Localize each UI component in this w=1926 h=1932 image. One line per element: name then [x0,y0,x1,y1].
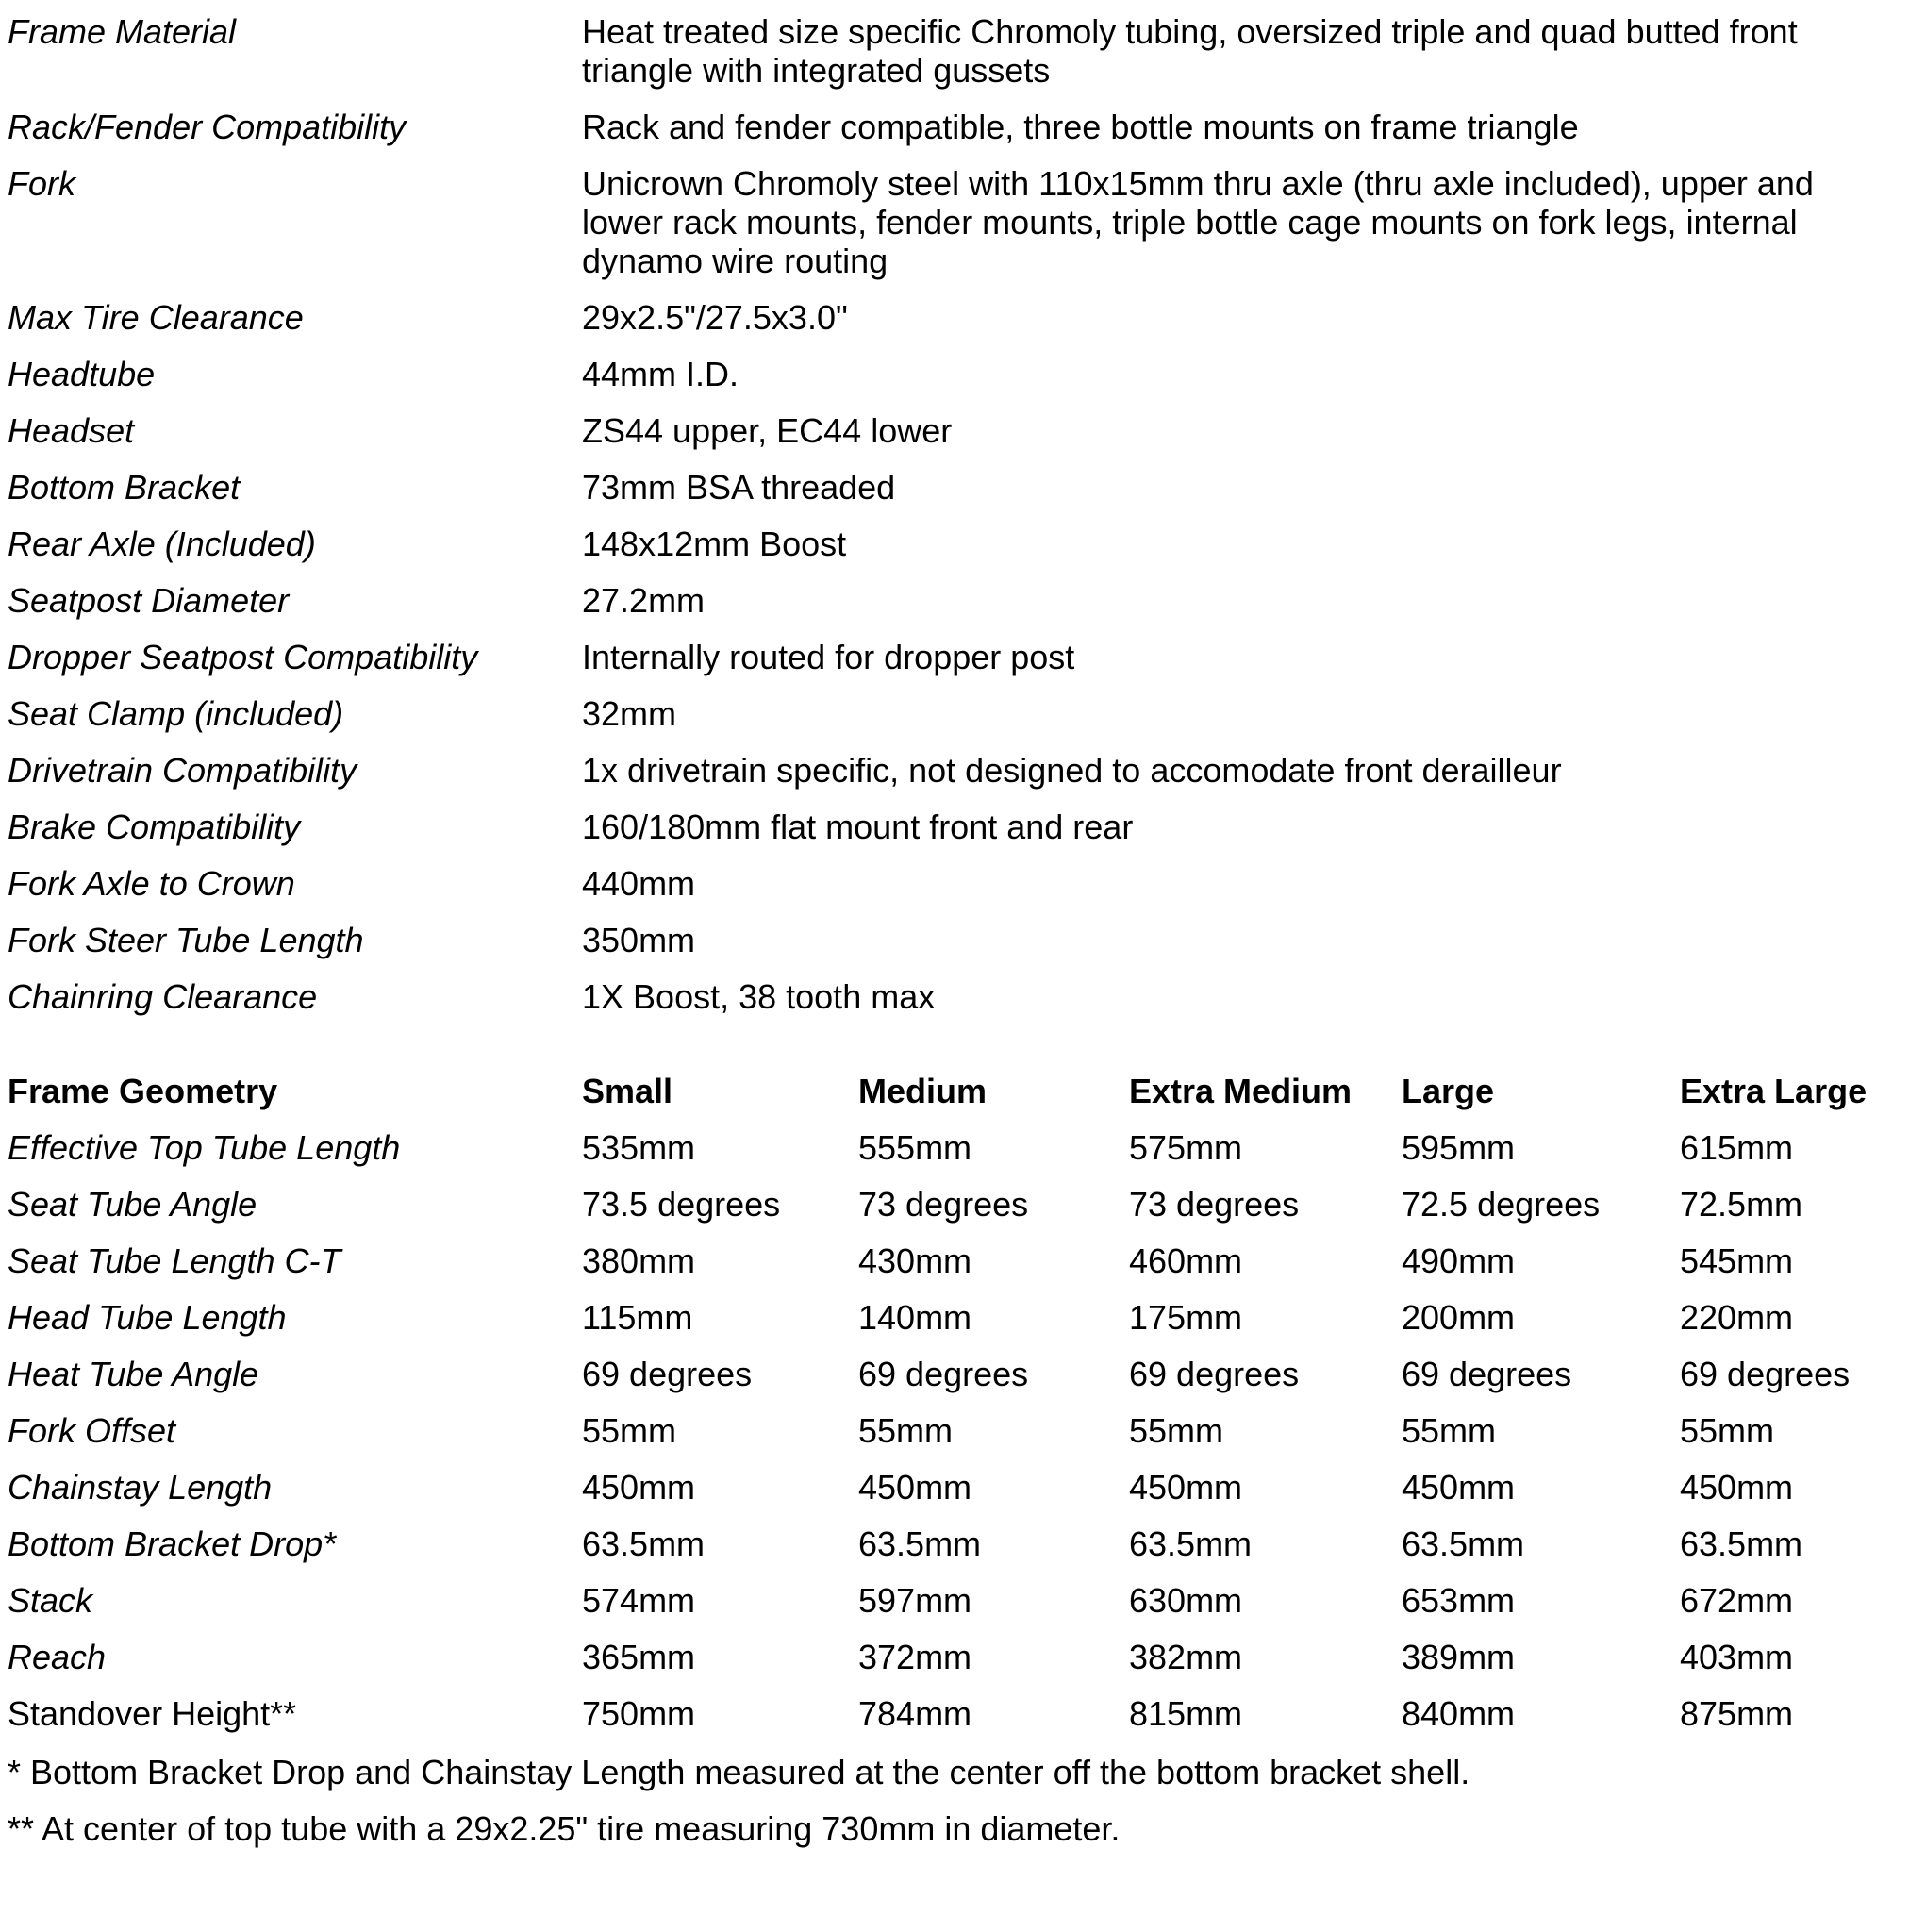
geometry-value: 55mm [1680,1411,1775,1450]
spec-row-seatpost-diameter [8,581,1874,620]
geometry-row-effective-top-tube [8,1128,1874,1167]
geometry-value: 382mm [1129,1638,1243,1676]
spec-row-max-tire-clearance [8,298,1874,337]
geometry-value: 653mm [1402,1581,1516,1620]
geometry-value: 430mm [858,1241,972,1280]
geometry-row-head-tube-angle [8,1355,1874,1393]
spec-label: Fork Axle to Crown [8,864,295,903]
geometry-value: 535mm [582,1128,696,1167]
geometry-value: 220mm [1680,1298,1794,1337]
column-header-extra-medium: Extra Medium [1129,1072,1353,1110]
geometry-value: 55mm [858,1411,954,1450]
geometry-value: 372mm [858,1638,972,1676]
geometry-value: 490mm [1402,1241,1516,1280]
geometry-value: 595mm [1402,1128,1516,1167]
spec-value: 32mm [582,694,677,733]
spec-value: 440mm [582,864,696,903]
geometry-row-standover-height [8,1694,1874,1733]
spec-row-fork [8,164,1874,280]
spec-label: Dropper Seatpost Compatibility [8,638,478,676]
geometry-value: 597mm [858,1581,972,1620]
spec-row-fork-steer-tube [8,921,1874,959]
spec-label: Brake Compatibility [8,808,301,846]
geometry-value: 750mm [582,1694,696,1733]
geometry-value: 574mm [582,1581,696,1620]
geometry-row-seat-tube-angle [8,1185,1874,1224]
spec-label: Rear Axle (Included) [8,525,316,563]
geometry-value: 69 degrees [1129,1355,1300,1393]
geometry-row-label: Heat Tube Angle [8,1355,259,1393]
spec-row-headtube [8,355,1874,393]
geometry-value: 72.5 degrees [1402,1185,1601,1224]
geometry-value: 875mm [1680,1694,1794,1733]
spec-label: Chainring Clearance [8,977,318,1016]
geometry-row-label: Stack [8,1581,93,1620]
spec-value: 1X Boost, 38 tooth max [582,977,936,1016]
spec-label: Frame Material [8,12,237,51]
spec-value: Rack and fender compatible, three bottle mounts on frame triangle [582,108,1579,146]
geometry-row-label: Seat Tube Length C-T [8,1241,341,1280]
geometry-value: 403mm [1680,1638,1794,1676]
spec-row-rear-axle [8,525,1874,563]
column-header-large: Large [1402,1072,1495,1110]
spec-row-brake-compatibility [8,808,1874,846]
column-header-small: Small [582,1072,673,1110]
geometry-value: 69 degrees [1680,1355,1851,1393]
spec-row-chainring-clearance [8,977,1874,1016]
geometry-value: 140mm [858,1298,972,1337]
geometry-value: 450mm [1402,1468,1516,1507]
geometry-row-seat-tube-length [8,1241,1874,1280]
geometry-value: 63.5mm [1402,1524,1525,1563]
geometry-value: 450mm [1129,1468,1243,1507]
spec-row-bottom-bracket [8,468,1874,507]
footnote-standover: ** At center of top tube with a 29x2.25" tire measuring 730mm in diameter. [8,1809,1121,1848]
geometry-value: 815mm [1129,1694,1243,1733]
geometry-value: 73.5 degrees [582,1185,781,1224]
geometry-row-label: Fork Offset [8,1411,176,1450]
spec-row-rack-fender [8,108,1874,146]
geometry-row-stack [8,1581,1874,1620]
spec-label: Drivetrain Compatibility [8,751,357,790]
footnote-bottom-bracket: * Bottom Bracket Drop and Chainstay Length measured at the center off the bottom bracket shell. [8,1753,1470,1791]
spec-label: Fork [8,164,75,203]
footnotes [8,1753,1874,1848]
geometry-row-reach [8,1638,1874,1676]
geometry-value: 630mm [1129,1581,1243,1620]
geometry-row-label: Head Tube Length [8,1298,287,1337]
column-header-medium: Medium [858,1072,988,1110]
geometry-value: 72.5mm [1680,1185,1803,1224]
spec-label: Seat Clamp (included) [8,694,344,733]
geometry-value: 575mm [1129,1128,1243,1167]
geometry-value: 69 degrees [582,1355,753,1393]
geometry-value: 55mm [582,1411,677,1450]
geometry-value: 73 degrees [1129,1185,1300,1224]
geometry-value: 55mm [1402,1411,1497,1450]
spec-value: Unicrown Chromoly steel with 110x15mm thru axle (thru axle included), upper and lower rack mounts, fender mounts, triple bottle cage mounts on fork legs, internal dynamo wire routing [582,164,1814,280]
spec-label: Headtube [8,355,156,393]
geometry-row-label: Bottom Bracket Drop* [8,1524,337,1563]
geometry-value: 460mm [1129,1241,1243,1280]
geometry-value: 115mm [582,1298,693,1337]
spec-value: 148x12mm Boost [582,525,847,563]
spec-row-headset [8,411,1874,450]
spec-row-fork-axle-to-crown [8,864,1874,903]
geometry-value: 450mm [858,1468,972,1507]
geometry-value: 200mm [1402,1298,1516,1337]
geometry-value: 63.5mm [858,1524,982,1563]
geometry-row-head-tube-length [8,1298,1874,1337]
spec-row-seat-clamp [8,694,1874,733]
geometry-value: 63.5mm [1129,1524,1253,1563]
spec-value: ZS44 upper, EC44 lower [582,411,953,450]
geometry-value: 389mm [1402,1638,1516,1676]
spec-value: 350mm [582,921,696,959]
column-header-extra-large: Extra Large [1680,1072,1868,1110]
geometry-value: 450mm [1680,1468,1794,1507]
spec-list [8,12,1874,1016]
geometry-value: 545mm [1680,1241,1794,1280]
spec-row-drivetrain-compatibility [8,751,1874,790]
spec-label: Seatpost Diameter [8,581,290,620]
spec-value: 1x drivetrain specific, not designed to accomodate front derailleur [582,751,1562,790]
geometry-value: 380mm [582,1241,696,1280]
spec-value: 27.2mm [582,581,706,620]
geometry-row-label: Reach [8,1638,107,1676]
geometry-value: 69 degrees [1402,1355,1572,1393]
geometry-value: 450mm [582,1468,696,1507]
geometry-value: 365mm [582,1638,696,1676]
geometry-row-label: Chainstay Length [8,1468,273,1507]
spec-row-frame-material [8,12,1874,90]
spec-label: Rack/Fender Compatibility [8,108,407,146]
spec-value: Heat treated size specific Chromoly tubing, oversized triple and quad butted front triangle with integrated gussets [582,12,1798,90]
spec-label: Fork Steer Tube Length [8,921,364,959]
geometry-value: 615mm [1680,1128,1794,1167]
geometry-row-fork-offset [8,1411,1874,1450]
geometry-row-label: Standover Height** [8,1694,297,1733]
geometry-value: 63.5mm [1680,1524,1803,1563]
spec-value: 73mm BSA threaded [582,468,896,507]
geometry-header-row [8,1072,1874,1110]
geometry-row-label: Effective Top Tube Length [8,1128,401,1167]
geometry-value: 69 degrees [858,1355,1029,1393]
geometry-value: 73 degrees [858,1185,1029,1224]
spec-value: Internally routed for dropper post [582,638,1075,676]
geometry-row-label: Seat Tube Angle [8,1185,257,1224]
geometry-value: 55mm [1129,1411,1224,1450]
frame-geometry-table [8,1072,1874,1733]
geometry-value: 63.5mm [582,1524,706,1563]
geometry-value: 784mm [858,1694,972,1733]
spec-value: 29x2.5"/27.5x3.0" [582,298,848,337]
geometry-title: Frame Geometry [8,1072,278,1110]
spec-label: Headset [8,411,135,450]
geometry-value: 672mm [1680,1581,1794,1620]
geometry-row-chainstay-length [8,1468,1874,1507]
geometry-value: 840mm [1402,1694,1516,1733]
spec-label: Bottom Bracket [8,468,241,507]
spec-row-dropper-compatibility [8,638,1874,676]
geometry-row-bottom-bracket-drop [8,1524,1874,1563]
spec-label: Max Tire Clearance [8,298,304,337]
spec-value: 44mm I.D. [582,355,739,393]
geometry-value: 555mm [858,1128,972,1167]
spec-value: 160/180mm flat mount front and rear [582,808,1134,846]
geometry-value: 175mm [1129,1298,1243,1337]
